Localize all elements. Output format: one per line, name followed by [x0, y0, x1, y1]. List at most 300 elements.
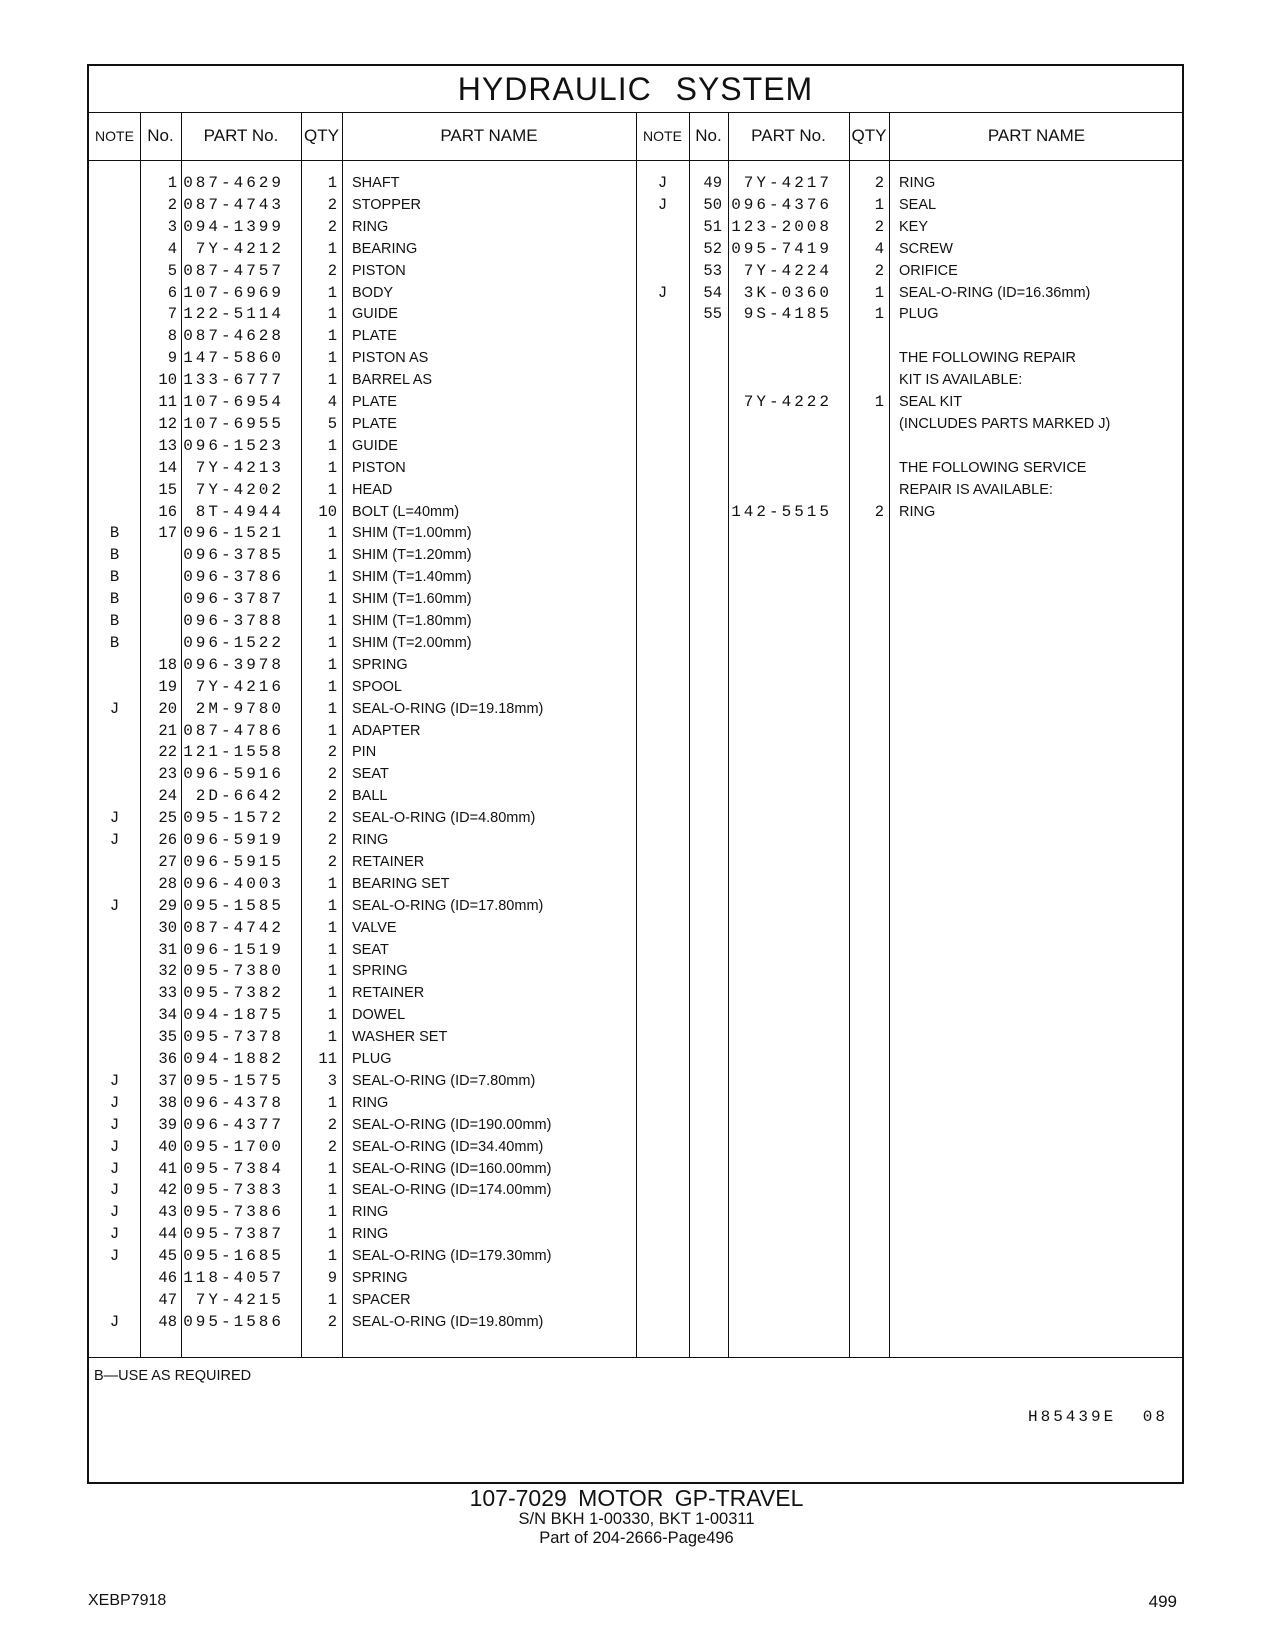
part-number: 096-4003	[183, 874, 284, 893]
page-number: 499	[1148, 1592, 1177, 1611]
note-cell: J	[109, 1203, 120, 1222]
quantity: 3	[327, 1071, 337, 1090]
part-name: SPRING	[352, 656, 408, 673]
table-row	[89, 1136, 1182, 1158]
part-name: PLATE	[352, 394, 397, 410]
table-row	[89, 457, 1182, 479]
quantity: 2	[327, 787, 337, 806]
part-name: PIN	[352, 744, 377, 761]
quantity: 1	[327, 1181, 337, 1200]
part-number: 095-7382	[183, 984, 284, 1003]
quantity: 9	[327, 1269, 337, 1287]
item-number: 46	[158, 1269, 177, 1287]
quantity: 1	[327, 655, 337, 674]
part-number: 7Y-4212	[195, 239, 284, 258]
table-row	[89, 325, 1182, 347]
item-number: 1	[167, 174, 177, 192]
item-number: 16	[158, 502, 177, 521]
part-name: SHAFT	[352, 175, 400, 191]
part-number: 3K-0360	[743, 283, 832, 302]
table-row	[89, 654, 1182, 676]
footer-rule	[89, 1357, 1182, 1358]
part-name: SCREW	[899, 240, 953, 257]
part-name: SEAL-O-RING (ID=19.18mm)	[352, 700, 544, 717]
table-row	[89, 1311, 1182, 1333]
table-row	[89, 260, 1182, 282]
quantity: 2	[874, 261, 884, 280]
quantity: 1	[327, 612, 337, 630]
table-row	[89, 1245, 1182, 1267]
part-name: HEAD	[352, 481, 393, 498]
quantity: 2	[874, 502, 884, 521]
table-row	[89, 369, 1182, 391]
note-cell: J	[109, 831, 120, 849]
quantity: 2	[874, 217, 884, 236]
header-note-left: NOTE	[95, 128, 134, 144]
note-cell: B	[109, 546, 120, 565]
part-number: 7Y-4213	[195, 458, 284, 477]
header-qty-right: QTY	[851, 126, 887, 145]
part-name: SPRING	[352, 1270, 408, 1286]
part-number: 7Y-4224	[743, 261, 832, 280]
part-name: SPOOL	[352, 678, 402, 695]
header-qty-left: QTY	[304, 126, 339, 145]
part-number: 096-3785	[183, 546, 284, 565]
part-number: 095-7419	[731, 239, 832, 258]
table-row	[89, 216, 1182, 238]
item-number: 18	[158, 655, 177, 674]
item-number: 48	[158, 1312, 177, 1331]
note-cell: J	[109, 1247, 120, 1266]
caption-serial: S/N BKH 1-00330, BKT 1-00311	[518, 1510, 755, 1528]
table-row	[89, 1004, 1182, 1026]
table-row	[89, 917, 1182, 939]
part-number: 096-4377	[183, 1115, 284, 1134]
section-title: HYDRAULIC SYSTEM	[89, 66, 1182, 113]
note-cell: J	[109, 1159, 120, 1178]
item-number: 41	[158, 1159, 177, 1178]
item-number: 42	[158, 1181, 177, 1200]
quantity: 2	[327, 195, 337, 214]
item-number: 36	[158, 1050, 177, 1068]
table-row	[89, 698, 1182, 720]
part-name: PISTON	[352, 459, 406, 476]
part-number: 095-7387	[183, 1225, 284, 1244]
item-number: 10	[158, 371, 177, 390]
part-name: THE FOLLOWING REPAIR	[899, 350, 1076, 367]
header-rule	[89, 160, 1182, 161]
item-number: 24	[158, 787, 177, 806]
quantity: 2	[327, 809, 337, 828]
item-number: 19	[158, 677, 177, 696]
table-row	[89, 566, 1182, 588]
part-number: 095-1586	[183, 1312, 284, 1331]
quantity: 1	[327, 174, 337, 192]
part-name: SEAL-O-RING (ID=17.80mm)	[352, 897, 544, 914]
note-cell: B	[109, 590, 120, 609]
part-name: STOPPER	[352, 196, 422, 213]
item-number: 44	[158, 1225, 177, 1244]
table-row	[89, 347, 1182, 369]
table-row	[89, 1158, 1182, 1180]
part-name: PLATE	[352, 415, 397, 432]
document-id: XEBP7918	[88, 1592, 167, 1609]
part-number: 2D-6642	[195, 787, 284, 806]
item-number: 29	[158, 896, 177, 915]
quantity: 1	[327, 918, 337, 937]
item-number: 38	[158, 1093, 177, 1112]
part-name: RETAINER	[352, 853, 425, 870]
item-number: 23	[158, 765, 177, 784]
part-name: KIT IS AVAILABLE:	[899, 372, 1023, 389]
quantity: 1	[327, 1093, 337, 1112]
table-row	[89, 1289, 1182, 1311]
quantity: 2	[327, 852, 337, 871]
table-row	[89, 522, 1182, 544]
part-number: 095-7380	[183, 962, 284, 981]
quantity: 1	[327, 677, 337, 696]
header-part-name-left: PART NAME	[440, 126, 538, 145]
quantity: 1	[327, 1006, 337, 1025]
table-row	[89, 413, 1182, 435]
item-number: 17	[158, 524, 177, 543]
table-row	[89, 851, 1182, 873]
quantity: 2	[327, 1312, 337, 1331]
part-name: DOWEL	[352, 1007, 406, 1024]
part-name: GUIDE	[352, 306, 398, 323]
item-number: 13	[158, 436, 177, 455]
part-number: 107-6969	[183, 283, 284, 302]
item-number: 47	[158, 1290, 177, 1309]
part-name: SHIM (T=1.40mm)	[352, 569, 472, 586]
part-number: 142-5515	[731, 502, 832, 521]
part-number: 9S-4185	[743, 305, 832, 324]
part-name: PLUG	[899, 306, 939, 323]
part-name: SHIM (T=1.80mm)	[352, 613, 472, 629]
part-number: 107-6955	[183, 414, 284, 433]
part-name: SEAL-O-RING (ID=16.36mm)	[899, 284, 1091, 301]
part-number: 147-5860	[183, 349, 284, 368]
quantity: 1	[327, 480, 337, 499]
part-name: PLUG	[352, 1051, 392, 1067]
part-name: VALVE	[352, 919, 397, 936]
part-number: 7Y-4215	[195, 1290, 284, 1309]
parts-table-frame	[87, 64, 1184, 1484]
part-name: WASHER SET	[352, 1029, 448, 1046]
note-cell: B	[109, 524, 120, 543]
table-row	[89, 1070, 1182, 1092]
header-note-right: NOTE	[643, 128, 682, 144]
quantity: 1	[874, 195, 884, 214]
part-name: SHIM (T=2.00mm)	[352, 634, 472, 651]
part-number: 087-4786	[183, 721, 284, 740]
item-number: 40	[158, 1137, 177, 1156]
table-row	[89, 1026, 1182, 1048]
quantity: 1	[327, 1028, 337, 1047]
item-number: 39	[158, 1115, 177, 1134]
header-part-no-left: PART No.	[203, 126, 279, 145]
part-number: 096-3788	[183, 612, 284, 630]
item-number: 54	[703, 283, 722, 302]
quantity: 1	[327, 1247, 337, 1266]
quantity: 1	[874, 305, 884, 324]
part-number: 096-1521	[183, 524, 284, 543]
table-row	[89, 172, 1182, 194]
part-name: BEARING	[352, 240, 418, 257]
part-name: (INCLUDES PARTS MARKED J)	[899, 415, 1111, 432]
note-cell: J	[657, 174, 668, 192]
table-row	[89, 939, 1182, 961]
part-name: SPRING	[352, 963, 408, 980]
quantity: 2	[327, 1115, 337, 1134]
item-number: 33	[158, 984, 177, 1003]
part-number: 094-1882	[183, 1050, 284, 1068]
item-number: 14	[158, 458, 177, 477]
quantity: 1	[327, 874, 337, 893]
quantity: 1	[327, 239, 337, 258]
item-number: 6	[167, 283, 177, 302]
item-number: 15	[158, 480, 177, 499]
table-row	[89, 479, 1182, 501]
table-row	[89, 1179, 1182, 1201]
part-number: 096-1519	[183, 940, 284, 959]
table-row	[89, 807, 1182, 829]
item-number: 30	[158, 918, 177, 937]
item-number: 43	[158, 1203, 177, 1222]
part-name: PLATE	[352, 328, 397, 345]
item-number: 9	[167, 349, 177, 368]
part-name: SHIM (T=1.60mm)	[352, 591, 472, 608]
header-no-left: No.	[147, 126, 174, 145]
quantity: 4	[327, 393, 337, 411]
part-name: ORIFICE	[899, 262, 958, 279]
note-cell: B	[109, 568, 120, 587]
part-number: 7Y-4216	[195, 677, 284, 696]
note-cell: J	[109, 809, 120, 828]
part-number: 7Y-4222	[743, 393, 832, 411]
item-number: 49	[703, 174, 722, 192]
part-name: RETAINER	[352, 985, 425, 1002]
table-row	[89, 1201, 1182, 1223]
quantity: 1	[327, 984, 337, 1003]
part-name: PISTON	[352, 262, 406, 279]
part-name: SEAL-O-RING (ID=19.80mm)	[352, 1313, 544, 1330]
part-number: 095-7378	[183, 1028, 284, 1047]
quantity: 1	[327, 896, 337, 915]
table-row	[89, 238, 1182, 260]
quantity: 11	[318, 1050, 337, 1068]
part-number: 095-7386	[183, 1203, 284, 1222]
quantity: 1	[327, 546, 337, 565]
part-number: 087-4742	[183, 918, 284, 937]
part-number: 107-6954	[183, 393, 284, 411]
part-name: SEAT	[352, 766, 389, 783]
part-number: 096-3787	[183, 590, 284, 609]
item-number: 4	[167, 239, 177, 258]
quantity: 10	[318, 502, 337, 521]
part-number: 7Y-4202	[195, 480, 284, 499]
part-name: BEARING SET	[352, 875, 450, 892]
item-number: 45	[158, 1247, 177, 1266]
quantity: 1	[327, 633, 337, 652]
table-row	[89, 1267, 1182, 1289]
quantity: 1	[327, 962, 337, 981]
item-number: 11	[158, 393, 177, 411]
note-cell: J	[109, 896, 120, 915]
item-number: 21	[158, 721, 177, 740]
part-name: RING	[899, 503, 936, 520]
table-row	[89, 676, 1182, 698]
part-name: SEAL-O-RING (ID=160.00mm)	[352, 1160, 552, 1177]
part-name: SEAT	[352, 941, 389, 958]
quantity: 2	[327, 217, 337, 236]
table-row	[89, 895, 1182, 917]
part-name: SEAL-O-RING (ID=4.80mm)	[352, 810, 536, 827]
item-number: 50	[703, 195, 722, 214]
note-cell: J	[109, 1225, 120, 1244]
note-cell: B	[109, 612, 120, 630]
part-name: BODY	[352, 284, 394, 301]
part-name: RING	[352, 1094, 389, 1111]
part-name: RING	[352, 1226, 389, 1243]
quantity: 1	[874, 283, 884, 302]
figure-code: H85439E 08	[1027, 1408, 1168, 1426]
part-name: SHIM (T=1.00mm)	[352, 525, 472, 542]
part-name: PISTON AS	[352, 350, 429, 367]
table-row	[89, 873, 1182, 895]
part-name: SHIM (T=1.20mm)	[352, 547, 472, 564]
item-number: 28	[158, 874, 177, 893]
item-number: 27	[158, 852, 177, 871]
part-name: ADAPTER	[352, 722, 421, 739]
part-number: 096-3978	[183, 655, 284, 674]
part-number: 095-7383	[183, 1181, 284, 1200]
table-row	[89, 610, 1182, 632]
part-number: 087-4743	[183, 195, 284, 214]
table-row	[89, 960, 1182, 982]
table-row	[89, 741, 1182, 763]
quantity: 1	[327, 349, 337, 368]
note-cell: J	[109, 1312, 120, 1331]
quantity: 2	[327, 261, 337, 280]
note-cell: J	[109, 1137, 120, 1156]
item-number: 2	[167, 195, 177, 214]
part-name: SPACER	[352, 1291, 411, 1308]
quantity: 1	[327, 524, 337, 543]
table-row	[89, 194, 1182, 216]
table-row	[89, 763, 1182, 785]
table-row	[89, 1092, 1182, 1114]
table-row	[89, 1223, 1182, 1245]
table-row	[89, 435, 1182, 457]
part-name: KEY	[899, 218, 929, 235]
table-row	[89, 1048, 1182, 1070]
quantity: 1	[327, 327, 337, 346]
item-number: 3	[167, 217, 177, 236]
quantity: 1	[327, 721, 337, 740]
quantity: 1	[327, 699, 337, 718]
quantity: 1	[327, 458, 337, 477]
table-row	[89, 588, 1182, 610]
part-name: BARREL AS	[352, 372, 433, 389]
item-number: 37	[158, 1071, 177, 1090]
part-number: 7Y-4217	[743, 174, 832, 192]
item-number: 51	[703, 217, 722, 236]
note-cell: J	[109, 1115, 120, 1134]
caption-part-of: Part of 204-2666-Page496	[539, 1529, 734, 1547]
part-number: 095-1685	[183, 1247, 284, 1266]
item-number: 5	[167, 261, 177, 280]
part-number: 095-1585	[183, 896, 284, 915]
part-number: 8T-4944	[195, 502, 284, 521]
quantity: 1	[327, 1290, 337, 1309]
item-number: 26	[158, 831, 177, 849]
item-number: 12	[158, 414, 177, 433]
part-number: 087-4629	[183, 174, 284, 192]
item-number: 35	[158, 1028, 177, 1047]
table-row	[89, 785, 1182, 807]
part-number: 095-7384	[183, 1159, 284, 1178]
part-number: 096-1523	[183, 436, 284, 455]
part-name: GUIDE	[352, 437, 398, 454]
quantity: 1	[327, 305, 337, 324]
part-name: RING	[899, 175, 936, 191]
part-name: SEAL	[899, 196, 937, 213]
table-row	[89, 1114, 1182, 1136]
part-name: REPAIR IS AVAILABLE:	[899, 481, 1053, 498]
part-number: 094-1399	[183, 217, 284, 236]
part-name: SEAL-O-RING (ID=190.00mm)	[352, 1116, 552, 1133]
note-cell: J	[109, 699, 120, 718]
item-number: 53	[703, 261, 722, 280]
part-number: 087-4628	[183, 327, 284, 346]
item-number: 52	[703, 239, 722, 258]
part-number: 122-5114	[183, 305, 284, 324]
quantity: 2	[327, 1137, 337, 1156]
part-name: SEAL-O-RING (ID=34.40mm)	[352, 1138, 544, 1155]
part-name: SEAL-O-RING (ID=174.00mm)	[352, 1182, 552, 1199]
header-no-right: No.	[695, 126, 722, 145]
table-row	[89, 391, 1182, 413]
caption-title: 107-7029 MOTOR GP-TRAVEL	[469, 1485, 804, 1511]
quantity: 2	[327, 743, 337, 762]
item-number: 22	[158, 743, 177, 762]
header-part-no-right: PART No.	[751, 126, 826, 145]
part-number: 087-4757	[183, 261, 284, 280]
footnote: B—USE AS REQUIRED	[94, 1368, 252, 1384]
quantity: 1	[874, 393, 884, 411]
quantity: 1	[327, 568, 337, 587]
table-row	[89, 632, 1182, 654]
table-row	[89, 544, 1182, 566]
quantity: 1	[327, 1203, 337, 1222]
note-cell: J	[657, 195, 668, 214]
note-cell: J	[657, 283, 668, 302]
note-cell: B	[109, 633, 120, 652]
part-number: 121-1558	[183, 743, 284, 762]
part-number: 095-1700	[183, 1137, 284, 1156]
part-number: 2M-9780	[195, 699, 284, 718]
quantity: 2	[327, 831, 337, 849]
part-number: 096-5916	[183, 765, 284, 784]
header-part-name-right: PART NAME	[987, 126, 1086, 145]
table-row	[89, 982, 1182, 1004]
quantity: 1	[327, 1159, 337, 1178]
quantity: 1	[327, 590, 337, 609]
part-name: RING	[352, 832, 389, 848]
quantity: 1	[327, 436, 337, 455]
part-number: 096-5915	[183, 852, 284, 871]
